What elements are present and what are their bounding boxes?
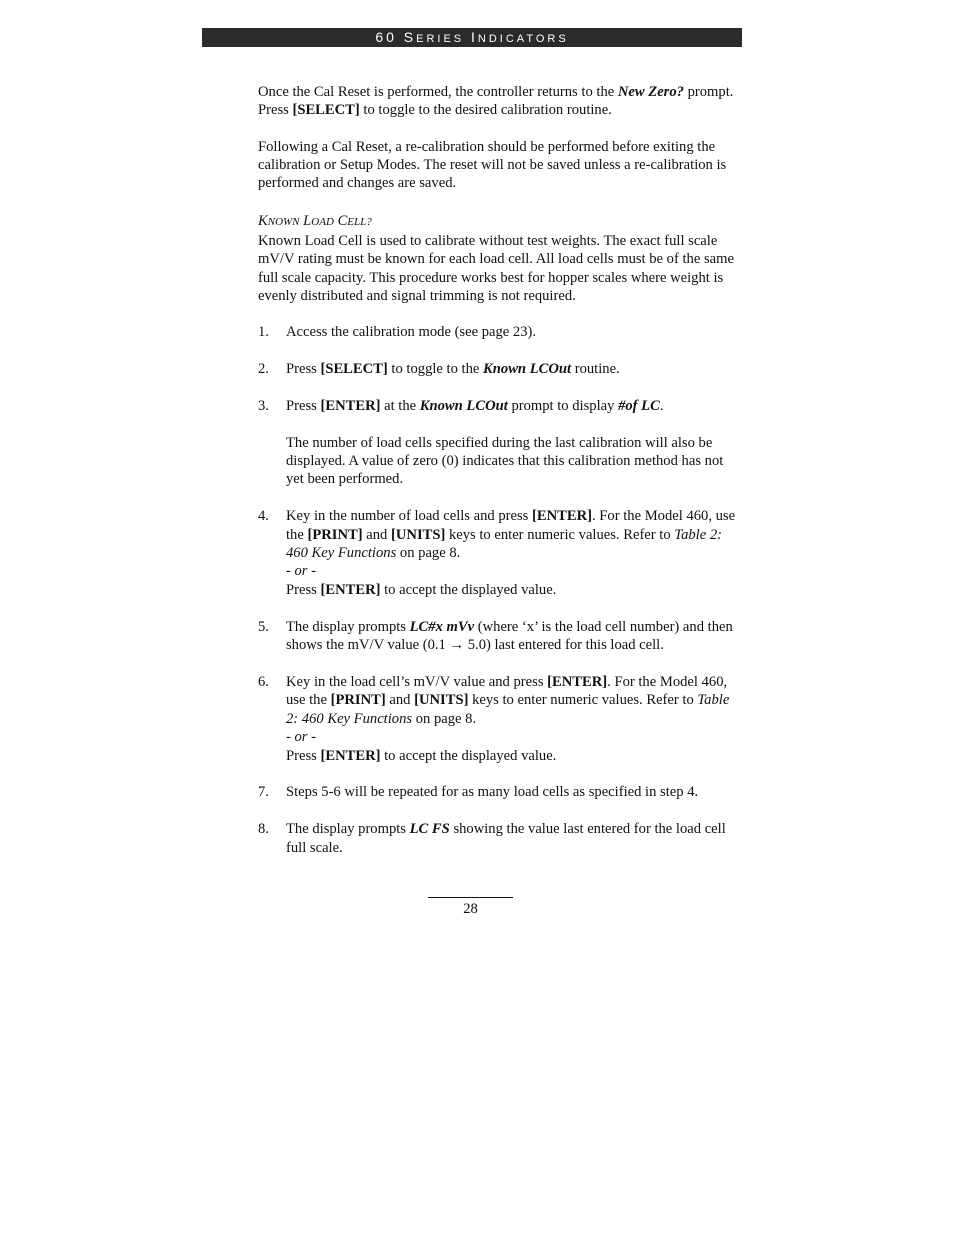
step-number: 3. — [258, 397, 269, 414]
step-number: 2. — [258, 361, 269, 378]
text-run: routine. — [571, 361, 620, 378]
text-run: Press — [286, 397, 321, 414]
prompt-lc-mvv: LC#x mVv — [409, 618, 475, 635]
table-reference: Table 2: 460 Key Functions — [286, 692, 730, 727]
text-run: The display prompts — [286, 821, 410, 838]
list-item — [258, 783, 744, 801]
text-run: on page 8. — [396, 545, 461, 562]
text-run: and — [385, 692, 415, 709]
heading-cap: L — [303, 213, 312, 230]
text-run: Press — [286, 361, 321, 378]
text-run: prompt. Press — [258, 84, 734, 119]
step-number: 8. — [258, 821, 269, 838]
prompt-known-lcout: Known LCOut — [419, 397, 508, 414]
text-run: keys to enter numeric values. Refer to — [445, 526, 675, 543]
table-reference: Table 2: 460 Key Functions — [286, 526, 723, 562]
footer-rule — [428, 897, 513, 898]
procedure-steps — [258, 323, 744, 857]
key-enter: [ENTER] — [320, 581, 381, 598]
text-run: to accept the displayed value. — [380, 747, 557, 764]
key-select: [SELECT] — [292, 102, 360, 119]
text-run: Key in the number of load cells and press — [286, 508, 532, 525]
heading-rest: OAD — [311, 216, 334, 229]
step-text — [286, 673, 744, 765]
key-enter: [ENTER] — [320, 397, 381, 414]
prompt-new-zero: New Zero? — [617, 84, 684, 100]
step-text — [286, 360, 744, 378]
text-run: Press — [286, 747, 321, 764]
header-series-number: 60 — [375, 29, 397, 45]
text-run: Once the Cal Reset is performed, the controller returns to the — [258, 84, 618, 100]
paragraph-following-cal-reset: Following a Cal Reset, a re-calibration should be performed before exiting the calibration or Setup Modes. The reset will not be saved unless a re-calibration is performed and changes are saved. — [258, 138, 727, 192]
key-enter: [ENTER] — [547, 673, 608, 690]
header-word-indicators-rest: NDICATORS — [477, 33, 569, 45]
text-run: at the — [380, 397, 420, 414]
prompt-number-of-lc: #of LC — [618, 397, 660, 414]
step-note: The number of load cells specified during the last calibration will also be displayed. A value of zero (0) indicates that this calibration method has not yet been performed. — [286, 434, 724, 488]
text-run: keys to enter numeric values. Refer to — [468, 692, 698, 709]
key-print: [PRINT] — [330, 692, 386, 709]
step-text: Steps 5-6 will be repeated for as many load cells as specified in step 4. — [286, 784, 699, 801]
header-word-series-cap: S — [403, 29, 417, 45]
step-text — [286, 618, 744, 655]
step-number: 4. — [258, 508, 269, 525]
step-text — [286, 507, 744, 599]
heading-cap: K — [258, 213, 268, 230]
list-item — [258, 323, 744, 341]
text-run: 5.0) last entered for this load cell. — [464, 637, 664, 654]
or-separator: - or - — [286, 563, 316, 580]
heading-rest: NOWN — [267, 216, 300, 229]
key-enter: [ENTER] — [532, 508, 592, 525]
or-separator: - or - — [286, 729, 316, 746]
text-run: showing the value last entered for the load cell full scale. — [286, 821, 726, 856]
step-text — [286, 820, 744, 857]
list-item — [258, 360, 744, 378]
text-run: to toggle to the desired calibration routine. — [359, 102, 612, 119]
text-run: . — [659, 397, 664, 414]
key-print: [PRINT] — [307, 526, 363, 543]
text-run: to toggle to the — [387, 361, 484, 378]
text-run: The display prompts — [286, 618, 410, 635]
text-run: and — [362, 526, 391, 543]
key-units: [UNITS] — [391, 526, 446, 543]
text-run: (where ‘x’ is the load cell number) and then shows the mV/V value (0.1 — [286, 618, 733, 654]
prompt-lc-fs: LC FS — [409, 821, 450, 838]
heading-cap: C — [337, 213, 348, 230]
key-select: [SELECT] — [320, 361, 388, 378]
text-run: . For the Model 460, use the — [286, 508, 736, 543]
key-units: [UNITS] — [414, 692, 469, 709]
page-number: 28 — [463, 901, 478, 917]
step-text: Access the calibration mode (see page 23). — [286, 324, 537, 341]
text-run: on page 8. — [412, 710, 477, 727]
heading-rest: ELL? — [347, 216, 372, 229]
step-text — [286, 397, 744, 415]
prompt-known-lcout: Known LCOut — [483, 361, 572, 378]
key-enter: [ENTER] — [320, 747, 381, 764]
running-header-title — [375, 29, 568, 45]
text-run: to accept the displayed value. — [380, 581, 557, 598]
step-number: 6. — [258, 673, 269, 690]
page-body — [258, 83, 744, 875]
step-number: 1. — [258, 324, 269, 341]
step-number: 7. — [258, 784, 269, 801]
paragraph-cal-reset — [258, 83, 744, 120]
right-arrow-icon: → — [449, 637, 465, 654]
list-item — [258, 507, 744, 599]
step-number: 5. — [258, 618, 269, 635]
list-item — [258, 618, 744, 655]
text-run: Key in the load cell’s mV/V value and press — [286, 673, 548, 690]
header-word-series-rest: ERIES — [416, 33, 465, 45]
list-item — [258, 397, 744, 489]
section-intro: Known Load Cell is used to calibrate without test weights. The exact full scale mV/V rating must be known for each load cell. All load cells must be of the same full scale capacity. This procedure works best for hopper scales where weight is evenly distributed and signal trimming is not required. — [258, 232, 734, 305]
header-word-indicators-cap: I — [471, 29, 478, 45]
section-heading-known-load-cell — [258, 212, 744, 231]
text-run: Press — [286, 581, 321, 598]
running-header-bar — [202, 28, 742, 47]
text-run: prompt to display — [507, 397, 619, 414]
text-run: . For the Model 460, use the — [286, 673, 728, 709]
list-item — [258, 820, 744, 857]
list-item — [258, 673, 744, 765]
